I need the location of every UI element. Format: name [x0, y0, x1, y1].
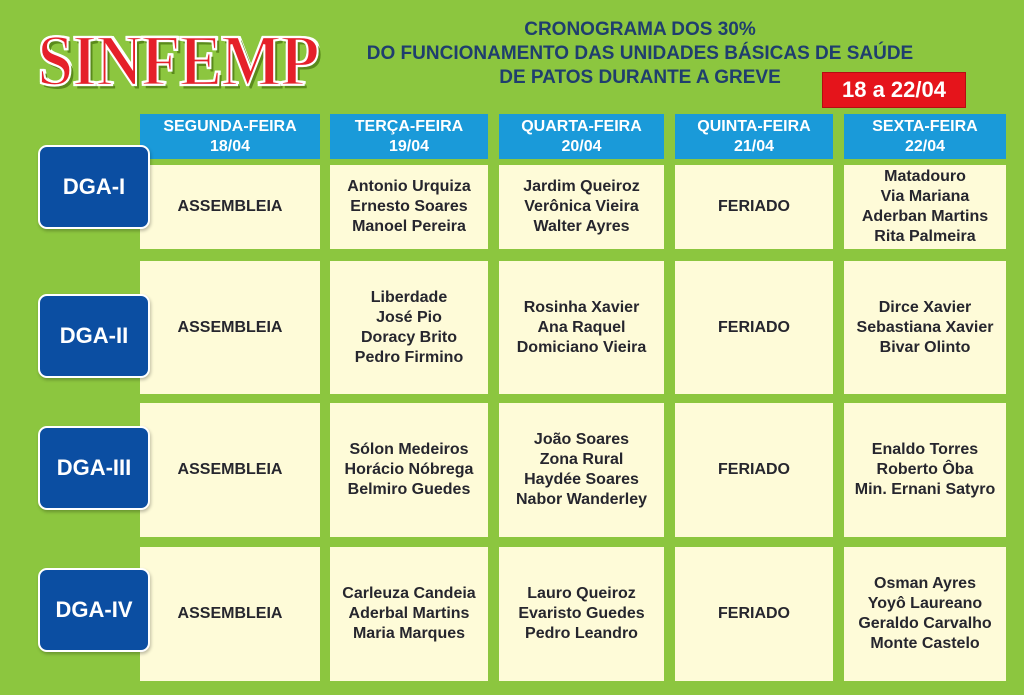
unit-name: Lauro Queiroz [527, 585, 636, 602]
title-line-1: CRONOGRAMA DOS 30% [524, 19, 756, 40]
schedule-cell [330, 403, 488, 537]
day-header [330, 114, 488, 159]
unit-name: FERIADO [718, 605, 790, 622]
unit-name: Ana Raquel [537, 318, 626, 336]
day-date: 22/04 [904, 137, 946, 155]
unit-name: Aderbal Martins [348, 605, 470, 622]
schedule-cell [499, 403, 664, 537]
schedule-cell [330, 547, 488, 681]
unit-name: Via Mariana [880, 188, 970, 205]
unit-name: Matadouro [884, 168, 966, 185]
schedule-cell [844, 261, 1006, 394]
day-header [844, 114, 1006, 159]
dga-label: DGA-IV [38, 568, 150, 652]
title-line-2: DO FUNCIONAMENTO DAS UNIDADES BÁSICAS DE SAÚDE [366, 43, 914, 64]
unit-name: Horácio Nóbrega [344, 461, 474, 478]
unit-name: Osman Ayres [874, 575, 976, 592]
schedule-cell [140, 547, 320, 681]
dga-label: DGA-III [38, 426, 150, 510]
unit-name: ASSEMBLEIA [177, 198, 283, 215]
schedule-cell [499, 261, 664, 394]
unit-name: Ernesto Soares [350, 198, 468, 215]
schedule-cell [675, 261, 833, 394]
schedule-cell [140, 165, 320, 249]
unit-name: João Soares [533, 431, 630, 448]
schedule-cell [844, 403, 1006, 537]
day-name: TERÇA-FEIRA [354, 117, 464, 135]
unit-name: Maria Marques [352, 625, 466, 642]
unit-name: FERIADO [718, 198, 790, 215]
logo-text: SINFEMP [37, 19, 319, 102]
schedule-cell [675, 165, 833, 249]
unit-name: Haydée Soares [524, 471, 639, 488]
unit-name: Rita Palmeira [874, 228, 976, 245]
day-date: 21/04 [733, 137, 775, 155]
schedule-cell [499, 547, 664, 681]
unit-name: Belmiro Guedes [347, 481, 471, 498]
unit-name: Evaristo Guedes [518, 605, 645, 622]
day-name: SEXTA-FEIRA [872, 117, 978, 135]
unit-name: Sebastiana Xavier [856, 318, 994, 336]
day-header [140, 114, 320, 159]
schedule-cell [844, 165, 1006, 249]
unit-name: Bivar Olinto [879, 338, 971, 356]
dga-label: DGA-II [38, 294, 150, 378]
day-date: 19/04 [388, 137, 430, 155]
unit-name: Verônica Vieira [524, 198, 639, 215]
unit-name: José Pio [376, 308, 442, 326]
schedule-cell [140, 261, 320, 394]
unit-name: Roberto Ôba [876, 461, 974, 478]
dga-label: DGA-I [38, 145, 150, 229]
unit-name: Pedro Firmino [354, 348, 464, 366]
day-name: QUARTA-FEIRA [521, 117, 642, 135]
unit-name: Zona Rural [539, 451, 624, 468]
unit-name: Sólon Medeiros [349, 441, 469, 458]
day-name: QUINTA-FEIRA [697, 117, 811, 135]
title-line-3: DE PATOS DURANTE A GREVE [499, 67, 781, 88]
unit-name: FERIADO [718, 461, 790, 478]
unit-name: Jardim Queiroz [523, 178, 640, 195]
unit-name: Geraldo Carvalho [858, 615, 992, 632]
unit-name: Min. Ernani Satyro [854, 481, 996, 498]
date-range-badge: 18 a 22/04 [822, 72, 966, 108]
unit-name: Monte Castelo [870, 635, 980, 652]
unit-name: Rosinha Xavier [523, 298, 640, 316]
unit-name: Manoel Pereira [352, 218, 466, 235]
schedule-cell [675, 403, 833, 537]
unit-name: Nabor Wanderley [516, 491, 647, 508]
day-header [675, 114, 833, 159]
unit-name: ASSEMBLEIA [177, 605, 283, 622]
unit-name: Enaldo Torres [871, 441, 979, 458]
unit-name: Aderban Martins [861, 208, 989, 225]
unit-name: Carleuza Candeia [342, 585, 476, 602]
sinfemp-logo [37, 18, 319, 104]
schedule-cell [675, 547, 833, 681]
schedule-cell [844, 547, 1006, 681]
unit-name: ASSEMBLEIA [177, 318, 283, 336]
schedule-cell [140, 403, 320, 537]
unit-name: Yoyô Laureano [867, 595, 983, 612]
unit-name: Doracy Brito [360, 328, 458, 346]
unit-name: Liberdade [370, 288, 448, 306]
unit-name: Dirce Xavier [878, 298, 972, 316]
unit-name: Pedro Leandro [525, 625, 638, 642]
day-header [499, 114, 664, 159]
unit-name: Walter Ayres [533, 218, 630, 235]
unit-name: Domiciano Vieira [516, 338, 647, 356]
schedule-cell [499, 165, 664, 249]
day-date: 20/04 [561, 137, 602, 155]
schedule-cell [330, 165, 488, 249]
unit-name: FERIADO [718, 318, 790, 336]
unit-name: Antonio Urquiza [347, 178, 471, 195]
unit-name: ASSEMBLEIA [177, 461, 283, 478]
day-name: SEGUNDA-FEIRA [163, 117, 297, 135]
day-date: 18/04 [209, 137, 251, 155]
schedule-cell [330, 261, 488, 394]
